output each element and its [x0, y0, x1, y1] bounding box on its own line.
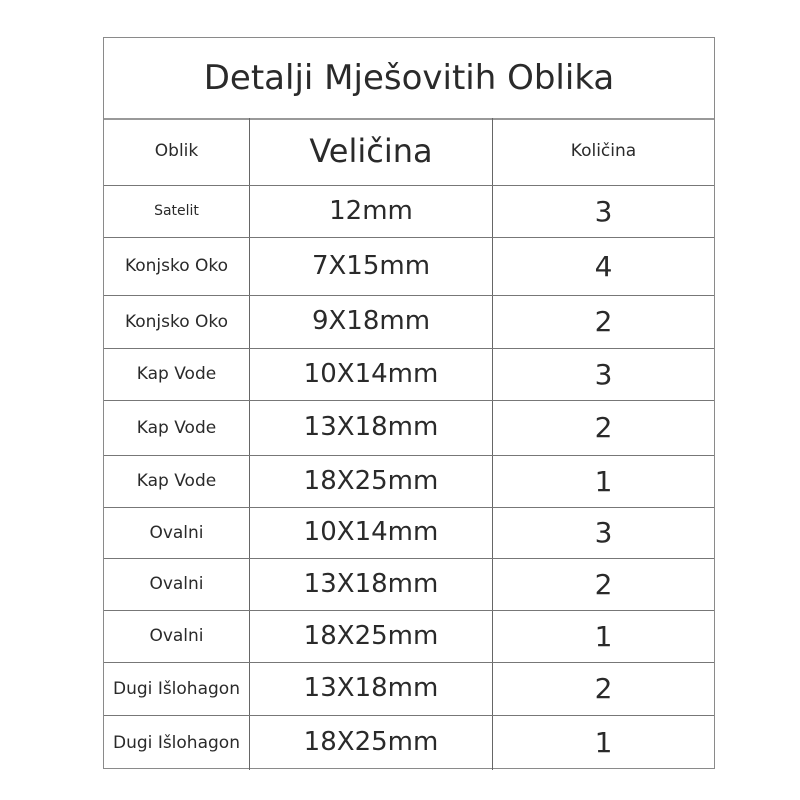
header-row	[104, 118, 714, 186]
cell-size: 18X25mm	[249, 456, 493, 507]
table-row	[104, 186, 714, 238]
cell-size: 7X15mm	[249, 238, 493, 295]
cell-shape: Dugi Išlohagon	[113, 732, 240, 753]
shapes-table	[103, 37, 715, 769]
cell-size: 12mm	[249, 186, 493, 237]
table-row	[104, 401, 714, 456]
cell-quantity: 2	[594, 567, 613, 601]
table-row	[104, 716, 714, 770]
cell-shape: Dugi Išlohagon	[113, 678, 240, 699]
table-row	[104, 456, 714, 508]
header-size: Veličina	[249, 118, 493, 185]
cell-quantity: 4	[594, 249, 613, 283]
cell-quantity: 1	[594, 619, 613, 653]
table-row	[104, 349, 714, 401]
cell-quantity: 3	[594, 516, 613, 550]
cell-shape: Kap Vode	[136, 417, 217, 438]
cell-quantity: 3	[594, 357, 613, 391]
cell-size: 13X18mm	[249, 401, 493, 455]
cell-shape: Konjsko Oko	[124, 311, 229, 332]
header-quantity: Količina	[570, 141, 637, 162]
cell-quantity: 2	[594, 672, 613, 706]
cell-shape: Ovalni	[149, 626, 204, 647]
cell-size: 18X25mm	[249, 716, 493, 770]
cell-size: 9X18mm	[249, 296, 493, 348]
cell-shape: Kap Vode	[136, 364, 217, 385]
cell-size: 13X18mm	[249, 559, 493, 610]
cell-size: 10X14mm	[249, 349, 493, 400]
cell-shape: Ovalni	[149, 574, 204, 595]
table-row	[104, 296, 714, 349]
cell-size: 10X14mm	[249, 508, 493, 558]
table-row	[104, 611, 714, 663]
cell-quantity: 2	[594, 411, 613, 445]
cell-size: 13X18mm	[249, 663, 493, 715]
cell-size: 18X25mm	[249, 611, 493, 662]
cell-shape: Konjsko Oko	[124, 256, 229, 277]
header-shape: Oblik	[154, 141, 199, 162]
cell-shape: Kap Vode	[136, 471, 217, 492]
table-row	[104, 508, 714, 559]
cell-quantity: 1	[594, 464, 613, 498]
cell-quantity: 3	[594, 194, 613, 228]
table-row	[104, 663, 714, 716]
cell-shape: Ovalni	[149, 522, 204, 543]
table-row	[104, 559, 714, 611]
cell-shape: Satelit	[154, 203, 199, 220]
cell-quantity: 2	[594, 305, 613, 339]
cell-quantity: 1	[594, 726, 613, 760]
table-title: Detalji Mješovitih Oblika	[104, 38, 714, 120]
table-row	[104, 238, 714, 296]
